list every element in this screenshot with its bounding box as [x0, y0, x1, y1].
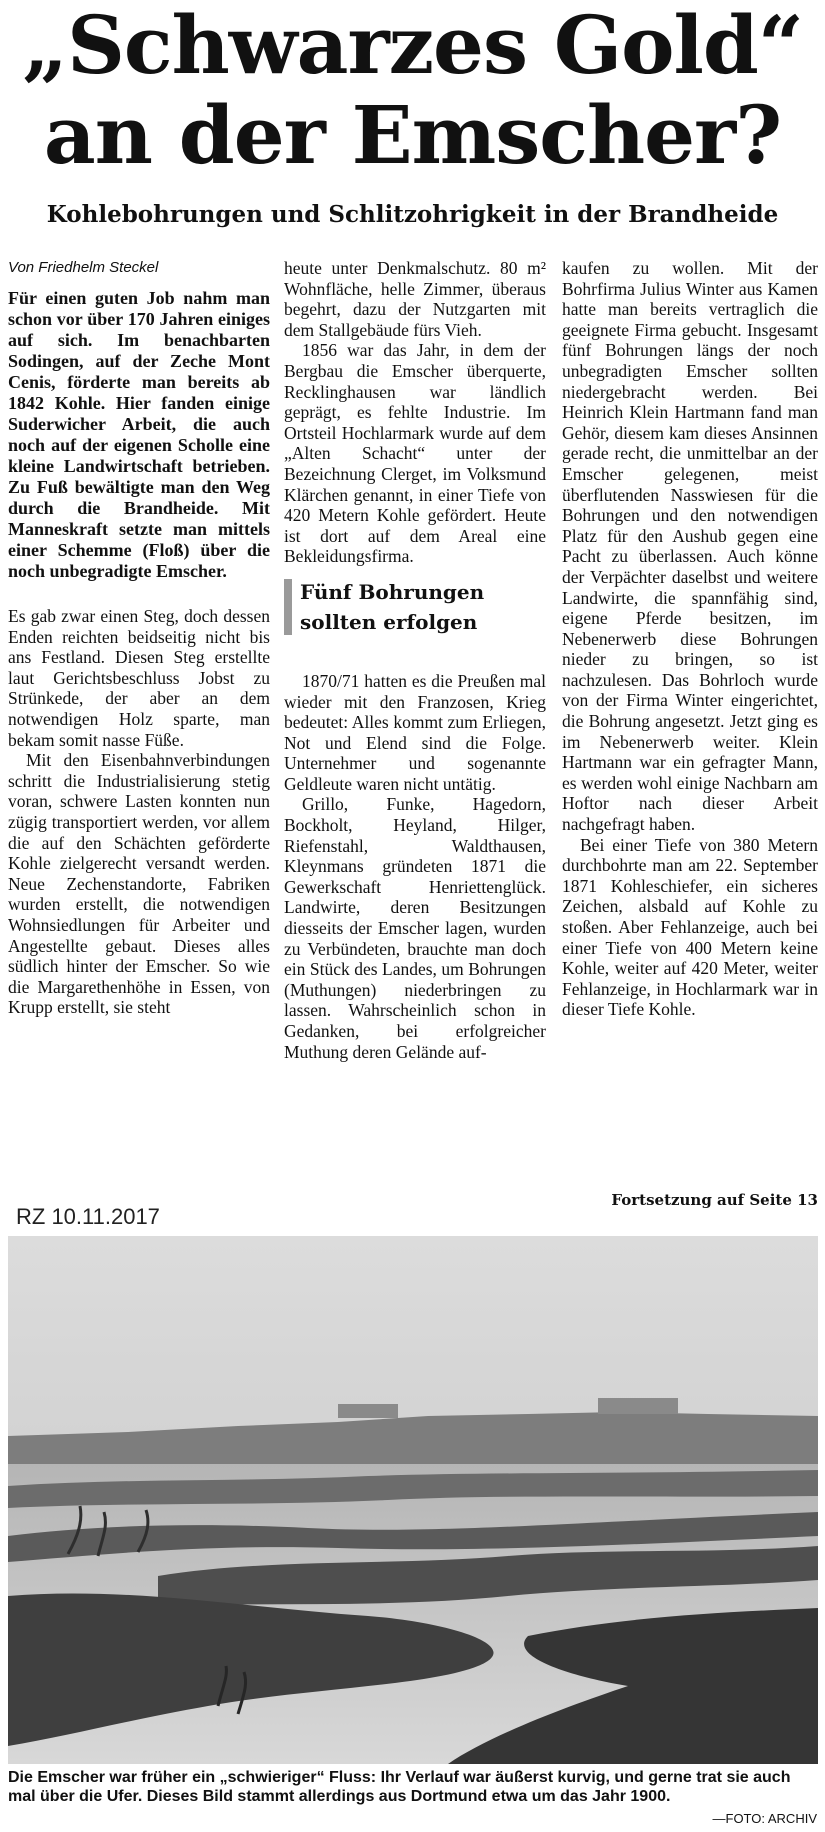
- crosshead-line-1: Fünf Bohrungen: [300, 579, 485, 604]
- paragraph-2-part-2: heute unter Denkmalschutz. 80 m² Wohnfläche, helle Zimmer, überaus begehrt, dazu der Nutzgarten mit dem Stallgebäude fürs Vieh.: [284, 258, 546, 340]
- paragraph-2-part-1: Mit den Eisenbahnverbindungen schritt die Industrialisierung stetig voran, schwere Lasten konnten nun zügig transportiert werden, vor allem die auf den Schächten geförderte Kohle zielgerecht versandt werden. Neue Zechenstandorte, Fabriken wurden erstellt, die notwendigen Wohnsiedlungen für Arbeiter und Angestellte gebaut. Dieses alles südlich hinter der Emscher. So wie die Margarethenhöhe in Essen, von Krupp erstellt, sie steht: [8, 750, 270, 1018]
- date-stamp: RZ 10.11.2017: [16, 1204, 160, 1229]
- paragraph-3: 1856 war das Jahr, in dem der Bergbau die Emscher überquerte, Recklinghausen war ländlich geprägt, es fehlte Industrie. Im Ortsteil Hochlarmark wurde auf dem „Alten Schacht“ unter der Bezeichnung Clerget, im Volksmund Klärchen genannt, in einer Tiefe von 420 Metern Kohle gefördert. Heute ist dort auf dem Areal eine Bekleidungsfirma.: [284, 340, 546, 567]
- photo-building: [338, 1404, 398, 1418]
- article-column-3: [562, 258, 818, 1020]
- crosshead-line-2: sollten erfolgen: [300, 609, 478, 634]
- paragraph-5-part-2: kaufen zu wollen. Mit der Bohrfirma Julius Winter aus Kamen hatte man bereits vertraglich die geeignete Firma gebucht. Insgesamt fünf Bohrungen längs der noch unbegradigten Emscher sollten niedergebracht werden. Bei Heinrich Klein Hartmann fand man Gehör, diesem kam dieses Ansinnen gerade recht, die unmittelbar an der Emscher gelegenen, meist überflutenden Nasswiesen für die Bohrungen und den notwendigen Platz für den Aushub gegen eine Pacht zu überlassen. Auch könne der Verpächter daselbst und weitere Landwirte, die spannfähig sind, eigene Pferde besitzen, im Nebenerwerb diese Bohrungen nieder zu bringen, so ist nachzulesen. Das Bohrloch wurde von der Firma Winter eingerichtet, die Bohrung angesetzt. Jetzt ging es im Nebenerwerb weiter. Klein Hartmann war ein gefragter Mann, es werden wohl einige Nachbarn am Hoftor nach dieser Arbeit nachgefragt haben.: [562, 258, 818, 835]
- paragraph-5-part-1: Grillo, Funke, Hagedorn, Bockholt, Heyland, Hilger, Riefenstahl, Waldthausen, Kleynmans gründeten 1871 die Gewerkschaft Henriettenglück. Landwirte, deren Besitzungen diesseits der Emscher lagen, wurden zu Verbündeten, brauchte man doch ein Stück des Landes, um Bohrungen (Muthungen) niederbringen zu lassen. Wahrscheinlich schon in Gedanken, bei erfolgreicher Muthung deren Gelände auf-: [284, 794, 546, 1062]
- lead-paragraph: Für einen guten Job nahm man schon vor über 170 Jahren einiges auf sich. Im benachbarten Sodingen, auf der Zeche Mont Cenis, förderte man bereits ab 1842 Kohle. Hier fanden einige Suderwicher Arbeit, die auch noch auf der eigenen Scholle eine kleine Landwirtschaft betrieben. Zu Fuß bewältigte man den Weg durch die Brandheide. Mit Manneskraft setzte man mittels einer Schemme (Floß) über die noch unbegradigte Emscher.: [8, 288, 270, 581]
- headline-line-2: an der Emscher?: [43, 88, 782, 182]
- photo-credit: —FOTO: ARCHIV: [712, 1811, 817, 1826]
- crosshead: [284, 577, 546, 637]
- paragraph-6: Bei einer Tiefe von 380 Metern durchbohrte man am 22. September 1871 Kohleschiefer, ein sicheres Zeichen, alsbald auf Kohle zu stoßen. Aber Fehlanzeige, auch bei einer Tiefe von 400 Metern keine Kohle, weiter auf 420 Meter, weiter Fehlanzeige, in Hochlarmark war in dieser Tiefe Kohle.: [562, 834, 818, 1020]
- article-column-2: [284, 258, 546, 1062]
- paragraph-1: Es gab zwar einen Steg, doch dessen Enden reichten beidseitig nicht bis ans Festland. Diesen Steg erstellte laut Gerichtsbeschluss Jobst zu Strünkede, der aber an dem notwendigen Holz sparte, man bekam somit nasse Füße.: [8, 606, 270, 750]
- archive-photo: [8, 1236, 818, 1764]
- photo-caption: Die Emscher war früher ein „schwieriger“ Fluss: Ihr Verlauf war äußerst kurvig, und gerne trat sie auch mal über die Ufer. Dieses Bild stammt allerdings aus Dortmund etwa um das Jahr 1900.: [8, 1769, 791, 1805]
- article-column-1: [8, 258, 270, 1018]
- continuation-note: Fortsetzung auf Seite 13: [611, 1191, 818, 1209]
- paragraph-4: 1870/71 hatten es die Preußen mal wieder mit den Franzosen, Krieg bedeutet: Alles kommt zum Erliegen, Not und Elend sind die Folge. Unternehmer und sogenannte Geldleute waren nicht untätig.: [284, 670, 546, 794]
- photo-building: [598, 1398, 678, 1414]
- headline-line-1: „Schwarzes Gold“: [22, 0, 803, 92]
- subheadline: Kohlebohrungen und Schlitzohrigkeit in der Brandheide: [46, 201, 779, 228]
- byline: Von Friedhelm Steckel: [8, 259, 159, 276]
- crosshead-bar: [284, 579, 292, 635]
